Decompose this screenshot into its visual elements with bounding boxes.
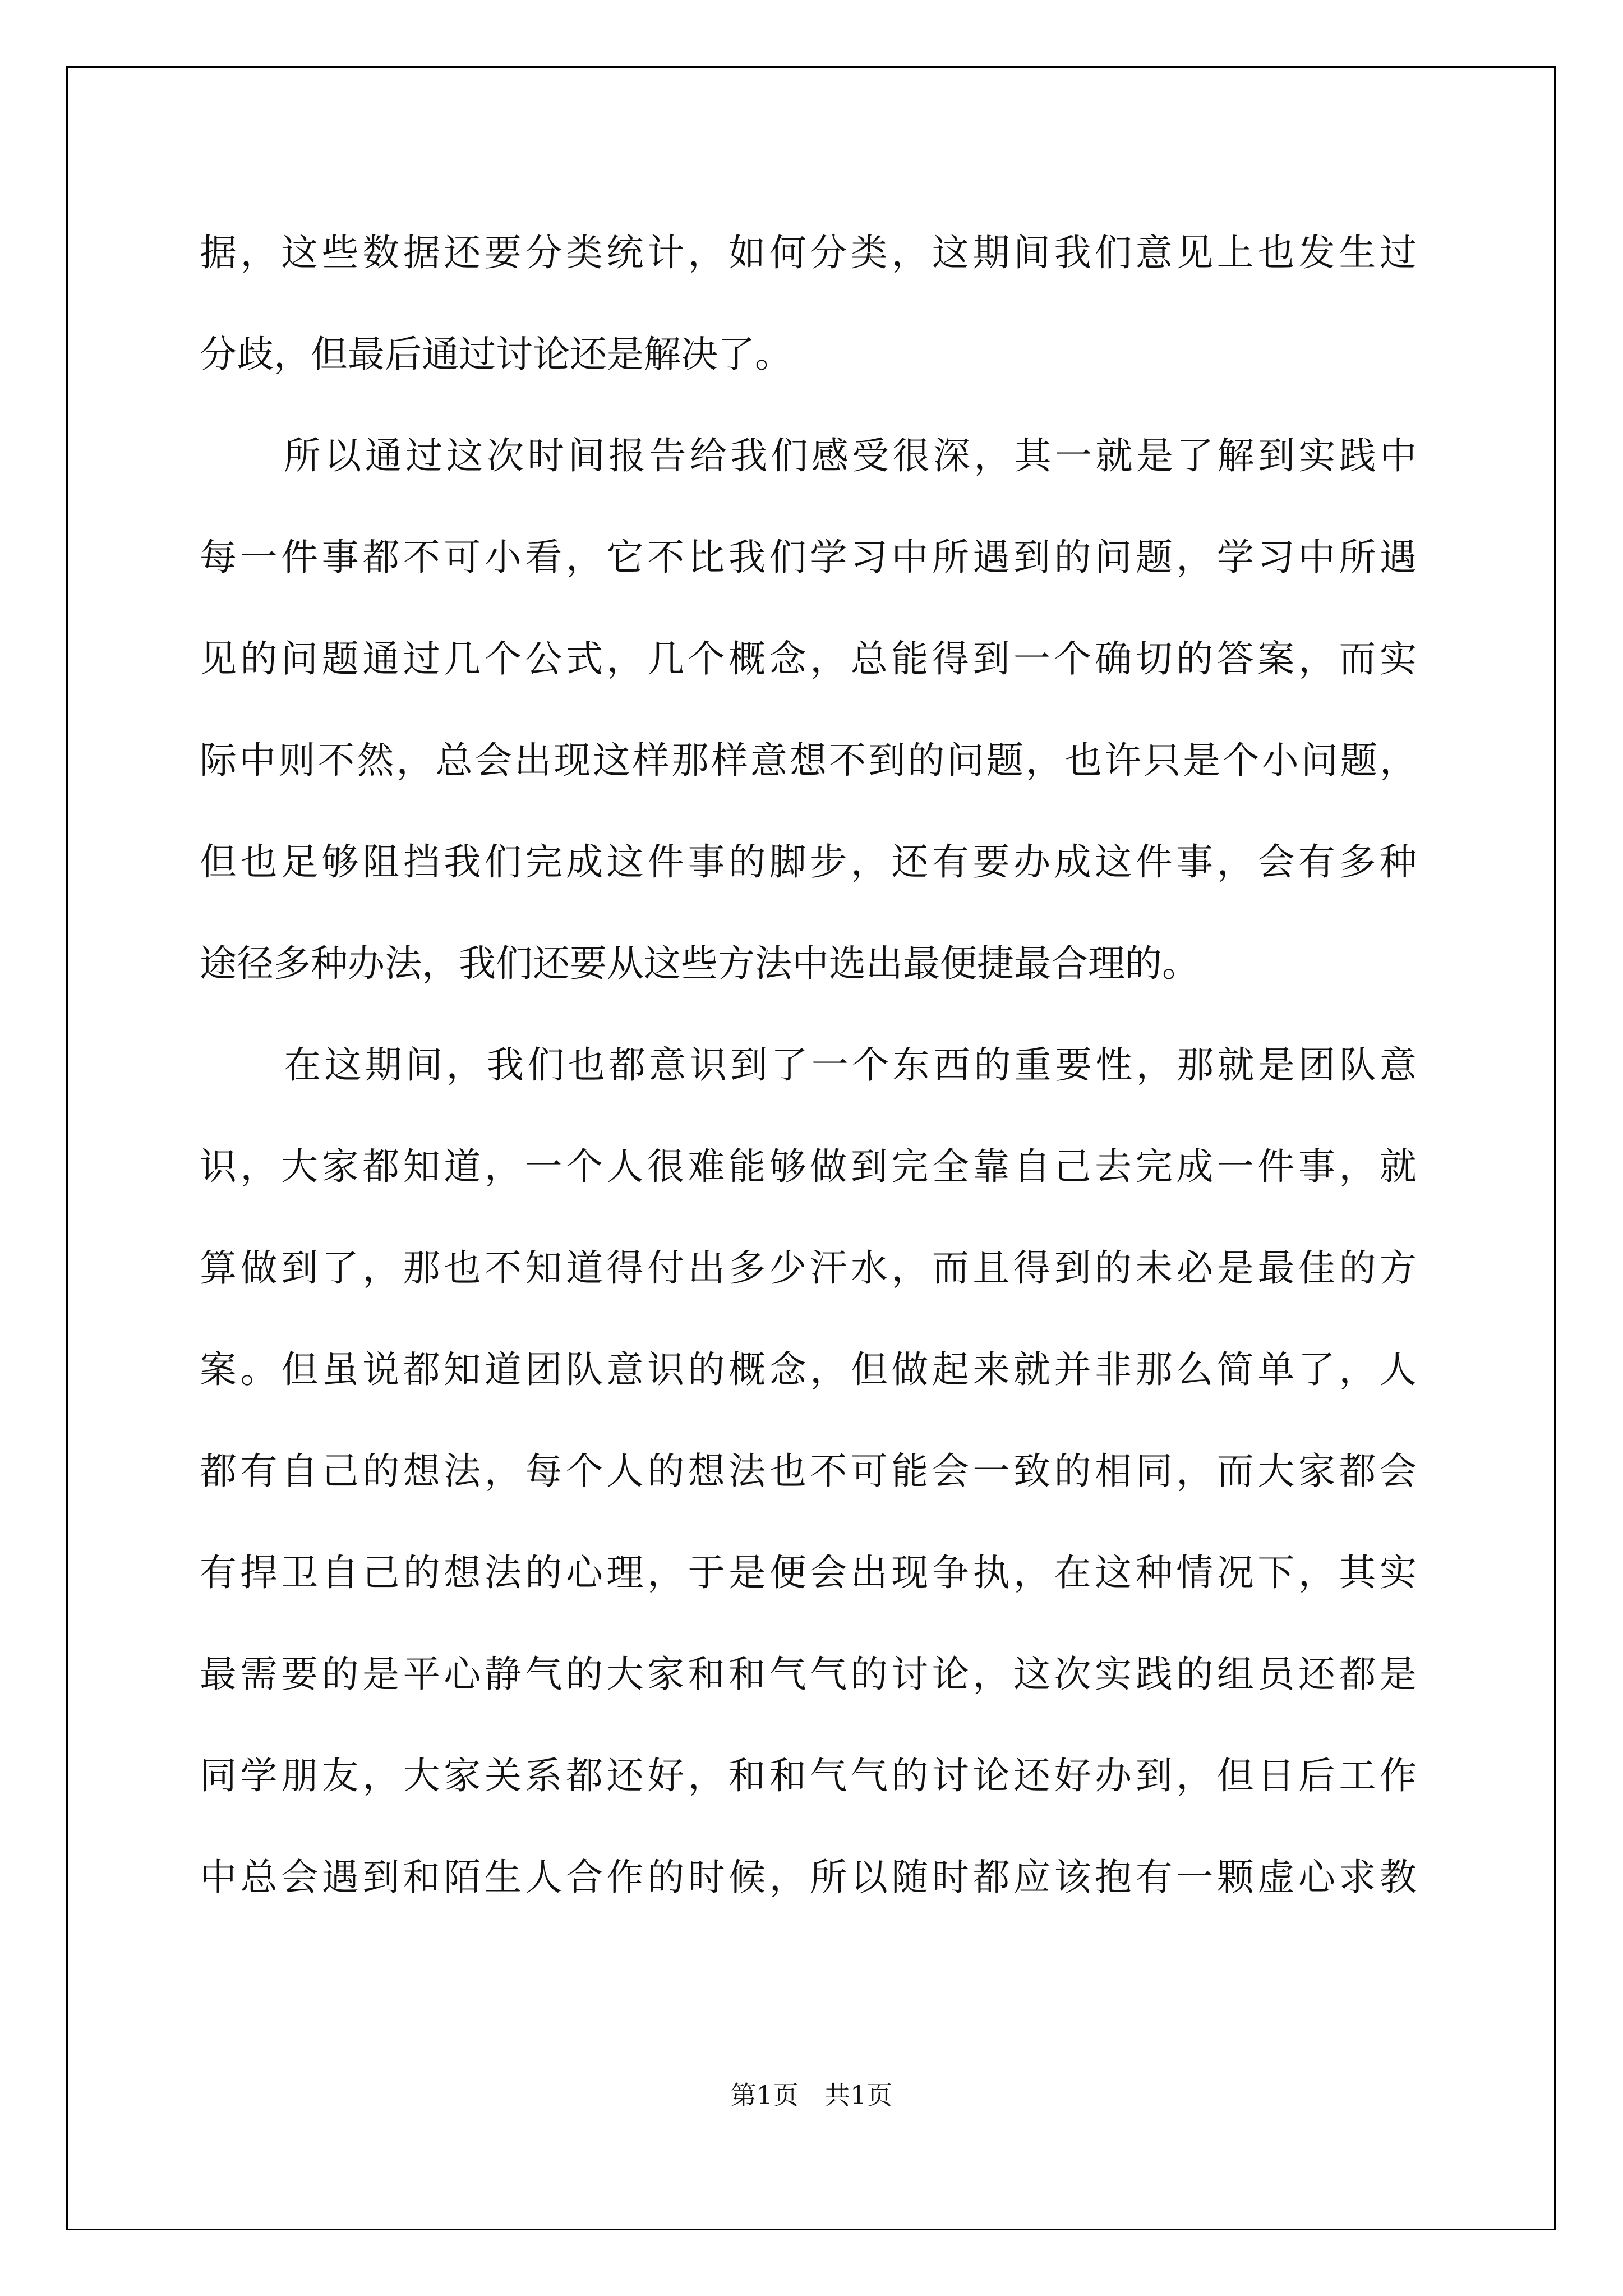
text-line: 案。但虽说都知道团队意识的概念，但做起来就并非那么简单了，人 — [200, 1348, 1417, 1391]
text-line: 都有自己的想法，每个人的想法也不可能会一致的相同，而大家都会 — [200, 1450, 1417, 1493]
text-line: 见的问题通过几个公式，几个概念，总能得到一个确切的答案，而实 — [200, 637, 1417, 680]
text-line: 但也足够阻挡我们完成这件事的脚步，还有要办成这件事，会有多种 — [200, 840, 1417, 884]
text-line: 最需要的是平心静气的大家和和气气的讨论，这次实践的组员还都是 — [200, 1653, 1417, 1696]
document-body — [200, 202, 1417, 1928]
text-line: 所以通过这次时间报告给我们感受很深，其一就是了解到实践中 — [284, 434, 1417, 477]
page-number-footer: 第1页 共1页 — [730, 2080, 893, 2110]
text-line: 据，这些数据还要分类统计，如何分类，这期间我们意见上也发生过 — [200, 231, 1417, 274]
text-line: 途径多种办法，我们还要从这些方法中选出最便捷最合理的。 — [200, 942, 1199, 985]
text-line: 在这期间，我们也都意识到了一个东西的重要性，那就是团队意 — [284, 1043, 1417, 1087]
text-line: 同学朋友，大家关系都还好，和和气气的讨论还好办到，但日后工作 — [200, 1754, 1417, 1797]
text-line: 每一件事都不可小看，它不比我们学习中所遇到的问题，学习中所遇 — [200, 536, 1417, 579]
text-line: 分歧，但最后通过讨论还是解决了。 — [200, 333, 792, 376]
text-line: 中总会遇到和陌生人合作的时候，所以随时都应该抱有一颗虚心求教 — [200, 1856, 1417, 1899]
text-line: 识，大家都知道，一个人很难能够做到完全靠自己去完成一件事，就 — [200, 1145, 1417, 1188]
text-line: 际中则不然，总会出现这样那样意想不到的问题，也许只是个小问题， — [200, 739, 1417, 782]
text-line: 有捍卫自己的想法的心理，于是便会出现争执，在这种情况下，其实 — [200, 1551, 1417, 1594]
text-line: 算做到了，那也不知道得付出多少汗水，而且得到的未必是最佳的方 — [200, 1246, 1417, 1290]
